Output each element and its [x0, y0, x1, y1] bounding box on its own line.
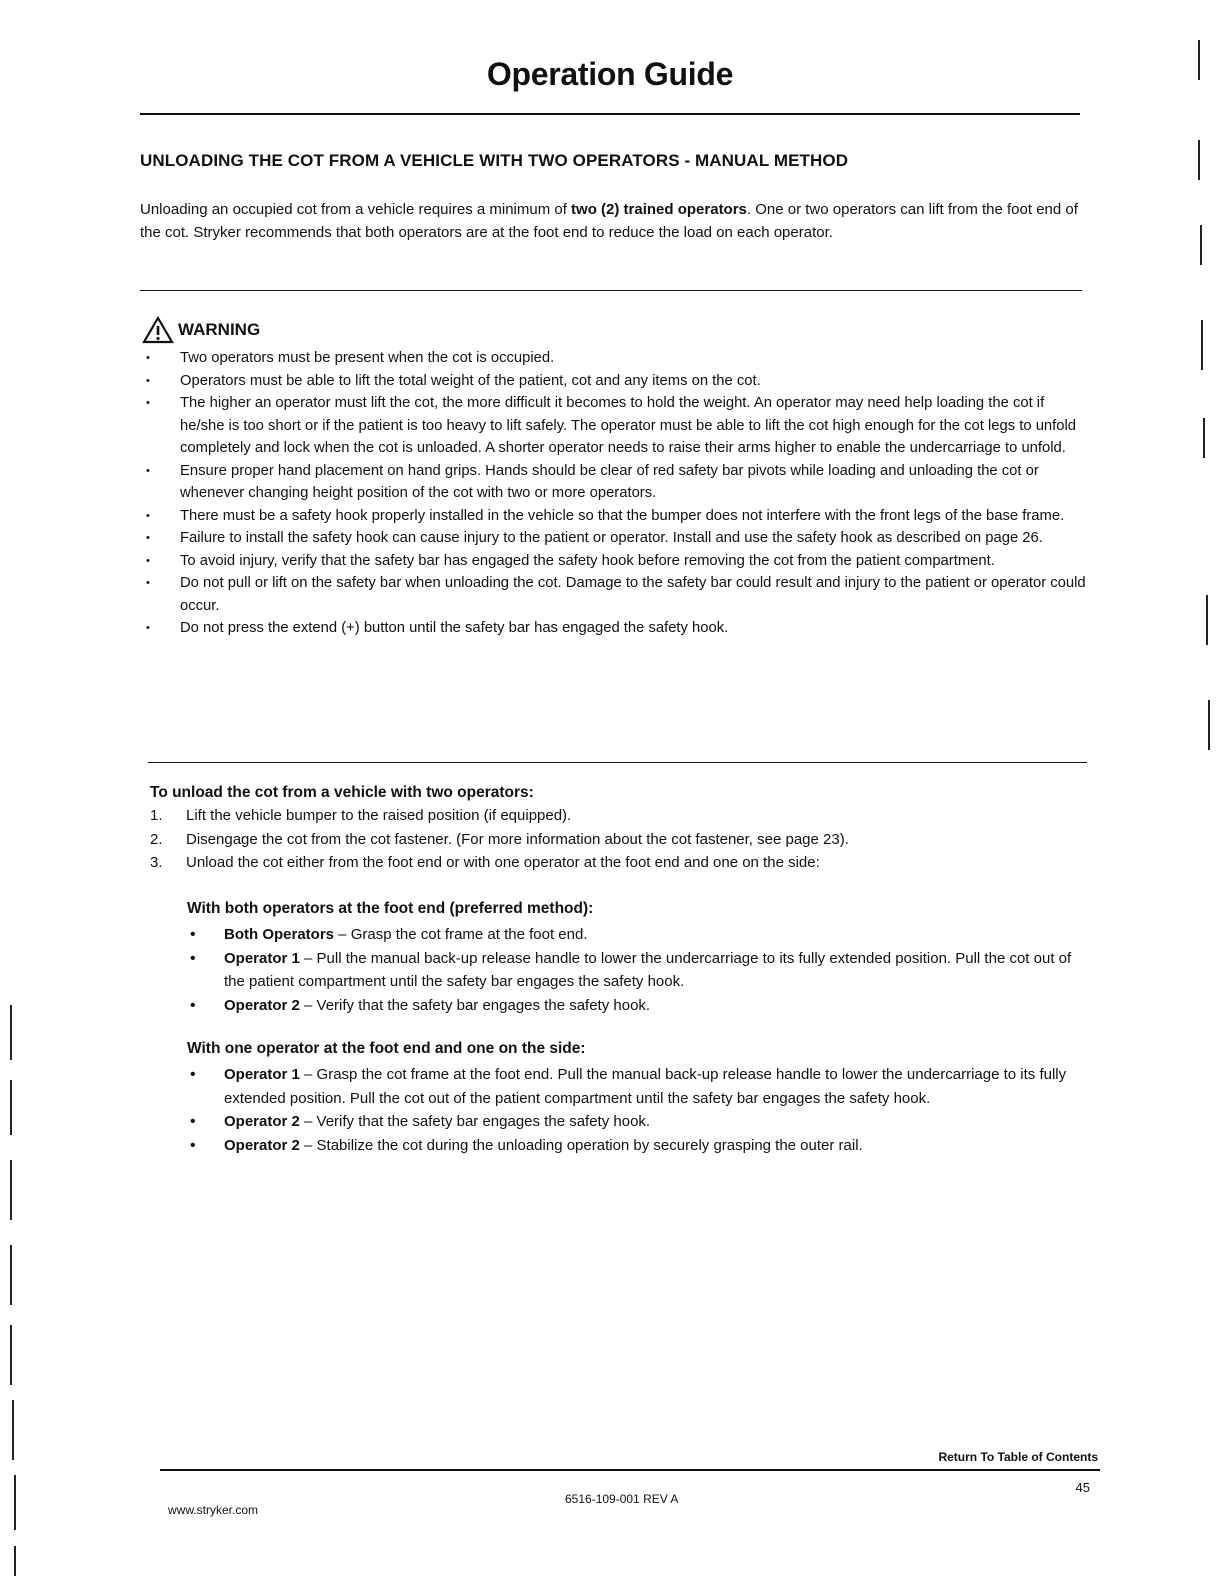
list-item: [187, 947, 1092, 994]
scan-mark: [1206, 595, 1208, 645]
warning-item: • Operators must be able to lift the total weight of the patient, cot and any items on the cot.: [142, 370, 1087, 393]
step-number: 3.: [150, 854, 163, 871]
scan-mark: [1198, 140, 1200, 180]
warning-list: [142, 347, 1087, 640]
intro-text: Unloading an occupied cot from a vehicle requires a minimum of: [140, 201, 572, 218]
foot-end-heading: With both operators at the foot end (preferred method):: [187, 900, 594, 917]
scan-mark: [10, 1005, 12, 1060]
step-number: 1.: [150, 807, 163, 824]
warning-item: • Ensure proper hand placement on hand grips. Hands should be clear of red safety bar pivots while loading and unloading the cot or whenever changing height position of the cot with two or more operators.: [142, 460, 1087, 505]
step-number: 2.: [150, 830, 163, 848]
scan-mark: [10, 1080, 12, 1135]
step-text: Disengage the cot from the cot fastener. (For more information about the cot fastener, see page 23).: [186, 830, 849, 848]
header-rule: [140, 113, 1080, 115]
scan-mark: [10, 1325, 12, 1385]
return-to-toc-link[interactable]: Return To Table of Contents: [938, 1450, 1098, 1464]
warning-item: • Two operators must be present when the cot is occupied.: [142, 347, 1087, 370]
step-item: [150, 828, 1050, 852]
list-item: [187, 1110, 1092, 1134]
scan-mark: [12, 1400, 14, 1460]
list-item: [187, 1063, 1092, 1110]
scan-mark: [1198, 40, 1200, 80]
intro-text: . One or two operators can lift from the foot end of the cot. Stryker recommends that both operators are at the foot end to reduce the load on each operator.: [140, 201, 1078, 241]
warning-item: • Failure to install the safety hook can cause injury to the patient or operator. Install and use the safety hook as described on page 26.: [142, 527, 1087, 550]
warning-item: • There must be a safety hook properly installed in the vehicle so that the bumper does not interfere with the front legs of the base frame.: [142, 505, 1087, 528]
footer-website: www.stryker.com: [168, 1503, 259, 1517]
scan-mark: [14, 1546, 16, 1576]
scan-mark: [1208, 700, 1210, 750]
warning-item: • The higher an operator must lift the cot, the more difficult it becomes to hold the weight. An operator may need help loading the cot if he/she is too short or if the patient is too heavy to lift safely. The operator must be able to lift the cot high enough for the cot legs to unfold completely and lock when the cot is unloaded. A shorter operator needs to raise their arms higher to enable the undercarriage to unfold.: [142, 392, 1087, 460]
list-item: [187, 994, 1092, 1018]
section-heading: UNLOADING THE COT FROM A VEHICLE WITH TWO OPERATORS - MANUAL METHOD: [140, 151, 849, 170]
warning-item: • To avoid injury, verify that the safety bar has engaged the safety hook before removing the cot from the patient compartment.: [142, 550, 1087, 573]
operator-label: Operator 1: [224, 1066, 300, 1083]
warning-label: WARNING: [178, 320, 261, 339]
instruction-text: – Grasp the cot frame at the foot end.: [334, 926, 588, 943]
instruction-text: – Verify that the safety bar engages the safety hook.: [299, 1113, 651, 1130]
procedure-heading: To unload the cot from a vehicle with two operators:: [150, 784, 534, 801]
side-list: [187, 1063, 1092, 1157]
page-title: Operation Guide: [486, 56, 734, 92]
section-divider: [140, 290, 1082, 291]
procedure-steps: [150, 804, 1050, 875]
list-item: [187, 1134, 1092, 1158]
operator-label: Operator 2: [224, 1113, 300, 1130]
intro-emphasis: two (2) trained operators: [571, 201, 747, 218]
scan-mark: [10, 1160, 12, 1220]
footer-doc-number: 6516-109-001 REV A: [565, 1492, 679, 1506]
scan-mark: [1201, 320, 1203, 370]
footer-rule: [160, 1469, 1100, 1471]
intro-paragraph: [140, 198, 1080, 244]
list-item: [187, 923, 1092, 947]
instruction-text: – Pull the manual back-up release handle to lower the undercarriage to its fully extended position. Pull the cot out of the patient compartment until the safety bar engages the safety hook.: [224, 949, 1072, 990]
step-text: Lift the vehicle bumper to the raised position (if equipped).: [186, 807, 572, 824]
step-item: [150, 804, 1050, 828]
scan-mark: [14, 1475, 16, 1530]
instruction-text: – Stabilize the cot during the unloading operation by securely grasping the outer rail.: [299, 1136, 863, 1154]
instruction-text: – Verify that the safety bar engages the safety hook.: [299, 996, 651, 1014]
step-item: [150, 851, 1050, 875]
operator-label: Operator 2: [224, 996, 300, 1014]
instruction-text: – Grasp the cot frame at the foot end. Pull the manual back-up release handle to lower the undercarriage to its fully extended position. Pull the cot out of the patient compartment until the safety bar engages the safety hook.: [224, 1066, 1067, 1107]
warning-divider: [148, 762, 1087, 763]
step-text: Unload the cot either from the foot end or with one operator at the foot end and one on the side:: [186, 854, 820, 871]
operator-label: Operator 2: [224, 1136, 300, 1154]
warning-item: • Do not press the extend (+) button until the safety bar has engaged the safety hook.: [142, 617, 1087, 640]
warning-triangle-icon: [142, 316, 174, 344]
foot-end-list: [187, 923, 1092, 1017]
warning-heading: [142, 316, 260, 344]
warning-item: • Do not pull or lift on the safety bar when unloading the cot. Damage to the safety bar could result and injury to the patient or operator could occur.: [142, 572, 1087, 617]
side-heading: With one operator at the foot end and one on the side:: [187, 1040, 586, 1057]
operator-label: Operator 1: [224, 949, 300, 967]
scan-mark: [1203, 418, 1205, 458]
operator-label: Both Operators: [224, 926, 335, 943]
scan-mark: [1200, 225, 1202, 265]
scan-mark: [10, 1245, 12, 1305]
page-number: 45: [1075, 1480, 1090, 1495]
